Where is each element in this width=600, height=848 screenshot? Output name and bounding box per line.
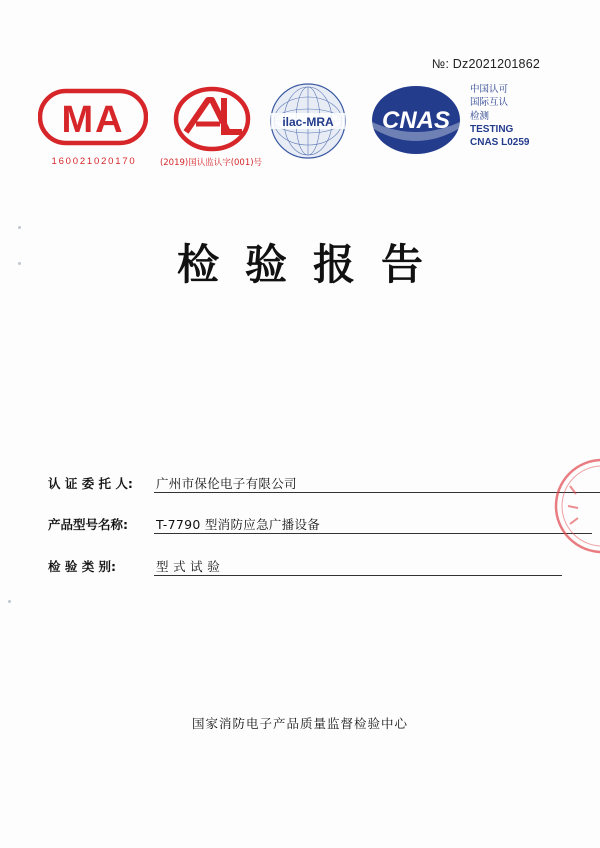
cnas-logo: [366, 84, 466, 156]
cnas-line: CNAS L0259: [470, 137, 530, 149]
cnas-line: 国际互认: [470, 97, 509, 109]
ilac-mra-logo: [268, 82, 348, 160]
field-underline: [154, 533, 592, 534]
cma-number: 160021020170: [51, 156, 137, 167]
field-value: 广州市保伦电子有限公司: [156, 476, 297, 491]
ilac-logo-text: ilac-MRA: [282, 115, 334, 129]
field-underline: [154, 575, 562, 576]
field-label: 认 证 委 托 人:: [48, 476, 133, 491]
scan-speck: [18, 226, 21, 229]
field-label: 产品型号名称:: [48, 517, 128, 532]
field-label: 检 验 类 别:: [48, 559, 117, 574]
issuing-authority: 国家消防电子产品质量监督检验中心: [191, 716, 408, 731]
report-title: 检验报告: [176, 240, 449, 289]
field-underline: [154, 492, 600, 493]
cma-logo-text: MA: [61, 99, 125, 141]
report-number: №: Dz2021201862: [431, 57, 540, 71]
cma-logo: [38, 88, 148, 146]
cnas-line: TESTING: [470, 123, 514, 135]
field-value: T-7790 型消防应急广播设备: [156, 517, 321, 532]
scan-speck: [18, 262, 21, 265]
red-seal-stamp: [540, 456, 600, 556]
cnas-logo-text: CNAS: [381, 107, 451, 134]
field-value: 型 式 试 验: [156, 559, 221, 574]
cnas-line: 检测: [470, 110, 490, 122]
scan-speck: [8, 600, 11, 603]
cal-number: (2019)国认监认字(001)号: [159, 158, 263, 168]
cnas-accreditation-text: [470, 83, 529, 149]
cal-logo: [172, 86, 252, 152]
cnas-line: 中国认可: [470, 84, 509, 95]
